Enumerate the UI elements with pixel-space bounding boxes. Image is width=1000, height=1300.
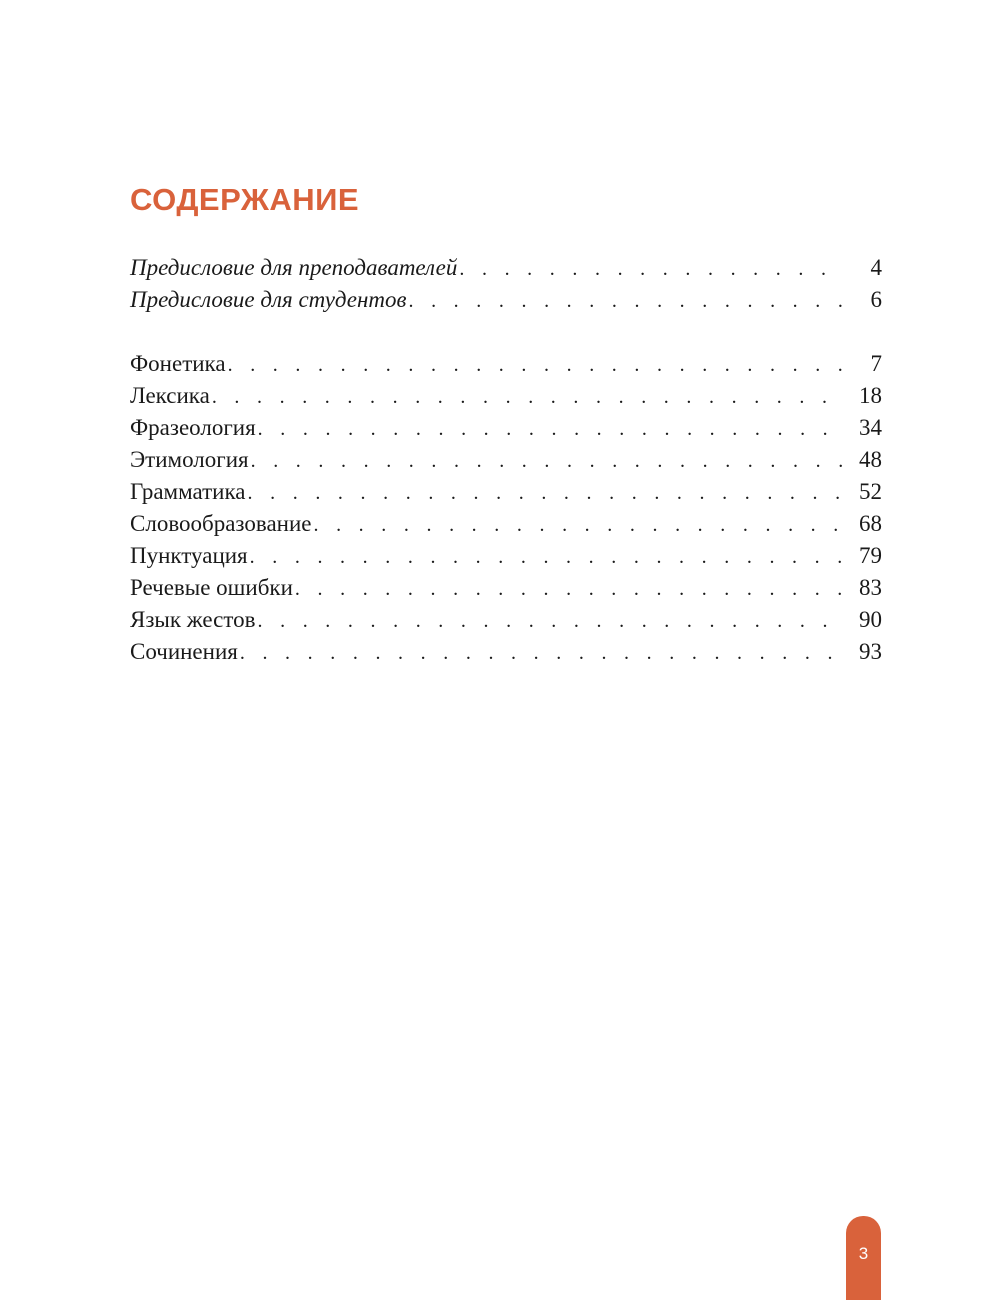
toc-entry-word-formation[interactable]	[130, 508, 882, 540]
toc-entry-phraseology[interactable]	[130, 412, 882, 444]
toc-entry-page: 7	[870, 351, 882, 376]
toc-entry-preface-teachers[interactable]	[130, 252, 882, 284]
toc-title: СОДЕРЖАНИЕ	[130, 182, 360, 217]
dot-leader	[313, 509, 844, 541]
dot-leader	[408, 285, 844, 317]
dot-leader	[248, 477, 844, 509]
dot-leader	[459, 253, 844, 285]
toc-entry-title: Речевые ошибки	[130, 575, 293, 600]
page-number-tab	[846, 1216, 881, 1300]
dot-leader	[240, 637, 844, 669]
toc-entry-title: Предисловие для студентов	[130, 287, 407, 312]
section-list	[130, 348, 882, 668]
toc-entry-etymology[interactable]	[130, 444, 882, 476]
preface-list	[130, 252, 882, 316]
toc-entry-phonetics[interactable]	[130, 348, 882, 380]
toc-entry-title: Грамматика	[130, 479, 246, 504]
toc-entry-page: 48	[859, 447, 882, 472]
toc-entry-title: Сочинения	[130, 639, 238, 664]
toc-entry-title: Фразеология	[130, 415, 256, 440]
dot-leader	[258, 605, 845, 637]
toc-entry-page: 18	[859, 383, 882, 408]
toc-entry-page: 34	[859, 415, 882, 440]
dot-leader	[258, 413, 844, 445]
toc-entry-page: 6	[870, 287, 882, 312]
toc-entry-page: 90	[859, 607, 882, 632]
toc-entry-speech-errors[interactable]	[130, 572, 882, 604]
toc-entry-page: 93	[859, 639, 882, 664]
dot-leader	[250, 541, 844, 573]
toc-entry-punctuation[interactable]	[130, 540, 882, 572]
dot-leader	[212, 381, 844, 413]
toc-entry-title: Предисловие для преподавателей	[130, 255, 458, 280]
toc-entry-grammar[interactable]	[130, 476, 882, 508]
toc-entry-essays[interactable]	[130, 636, 882, 668]
page-number: 3	[858, 1244, 869, 1263]
toc-entry-page: 79	[859, 543, 882, 568]
toc-entry-title: Этимология	[130, 447, 249, 472]
toc-entry-title: Фонетика	[130, 351, 226, 376]
toc-entry-title: Язык жестов	[130, 607, 256, 632]
toc-entry-title: Лексика	[130, 383, 210, 408]
toc-entry-lexicon[interactable]	[130, 380, 882, 412]
toc-entry-page: 83	[859, 575, 882, 600]
dot-leader	[228, 349, 844, 381]
toc-entry-title: Словообразование	[130, 511, 312, 536]
toc-entry-title: Пунктуация	[130, 543, 248, 568]
toc-entry-page: 52	[859, 479, 882, 504]
dot-leader	[251, 445, 844, 477]
toc-entry-page: 4	[870, 255, 882, 280]
table-of-contents	[130, 178, 882, 668]
dot-leader	[295, 573, 844, 605]
toc-entry-preface-students[interactable]	[130, 284, 882, 316]
toc-entry-sign-language[interactable]	[130, 604, 882, 636]
toc-entry-page: 68	[859, 511, 882, 536]
